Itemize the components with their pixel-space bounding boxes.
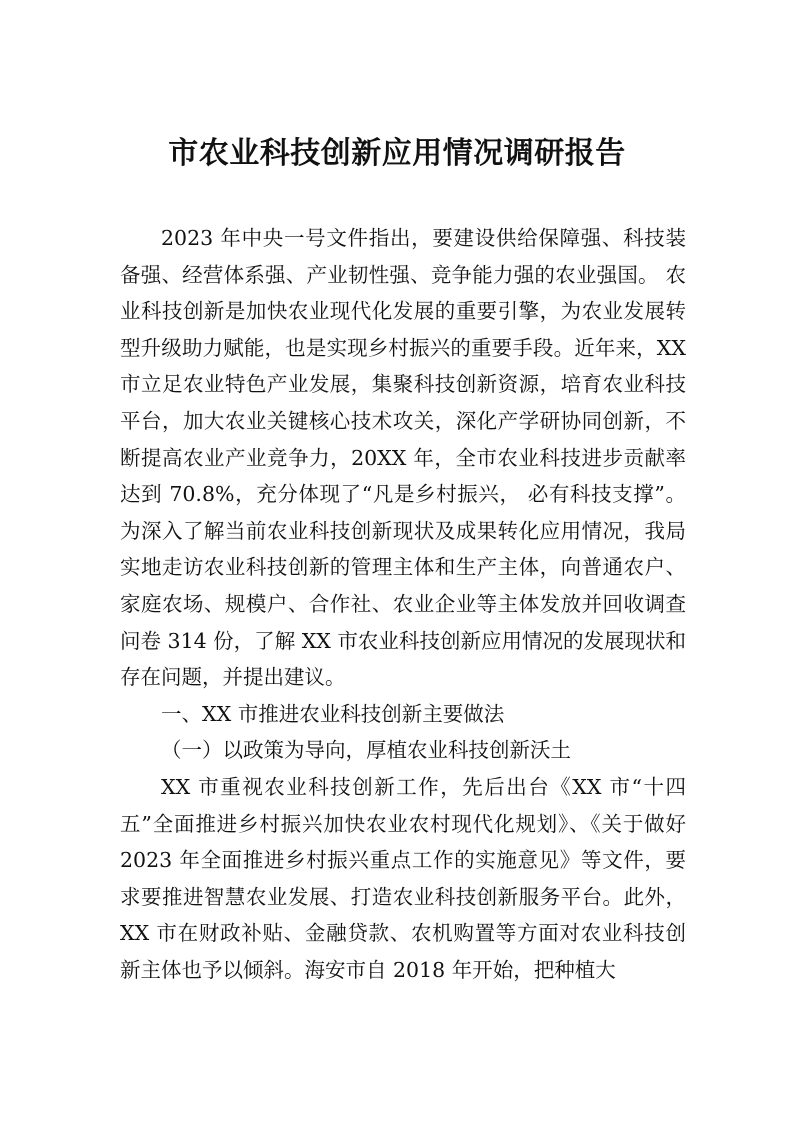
section-heading-1: 一、XX 市推进农业科技创新主要做法 (161, 701, 505, 726)
subsection-heading-1: （一）以政策为导向，厚植农业科技创新沃土 (161, 738, 571, 763)
paragraph-intro: 2023 年中央一号文件指出，要建设供给保障强、科技装备强、经营体系强、产业韧性强、竞争能力强的农业强国。 农业科技创新是加快农业现代化发展的重要引擎，为农业发展转型升级助力赋能，也是实现乡村振兴的重要手段。近年来，XX 市立足农业特色产业发展，集聚科技创新资源，培育农业科技平台，加大农业关键核心技术攻关，深化产学研协同创新，不断提高农业产业竞争力，20XX 年，全市农业科技进步贡献率达到 70.8%，充分体现了“凡是乡村振兴， 必有科技支撑”。为深入了解当前农业科技创新现状及成果转化应用情况，我局实地走访农业科技创新的管理主体和生产主体，向普通农户、家庭农场、规模户、合作社、农业企业等主体发放并回收调查问卷 314 份，了解 XX 市农业科技创新应用情况的发展现状和存在问题，并提出建议。 (120, 226, 686, 690)
document-body (120, 220, 686, 988)
document-title: 市农业科技创新应用情况调研报告 (168, 136, 626, 171)
paragraph-policy: XX 市重视农业科技创新工作，先后出台《XX 市“十四五”全面推进乡村振兴加快农业农村现代化规划》、《关于做好 2023 年全面推进乡村振兴重点工作的实施意见》等文件，要求要推进智慧农业发展、打造农业科技创新服务平台。此外，XX 市在财政补贴、金融贷款、农机购置等方面对农业科技创新主体也予以倾斜。海安市自 2018 年开始，把种植大 (120, 774, 686, 982)
